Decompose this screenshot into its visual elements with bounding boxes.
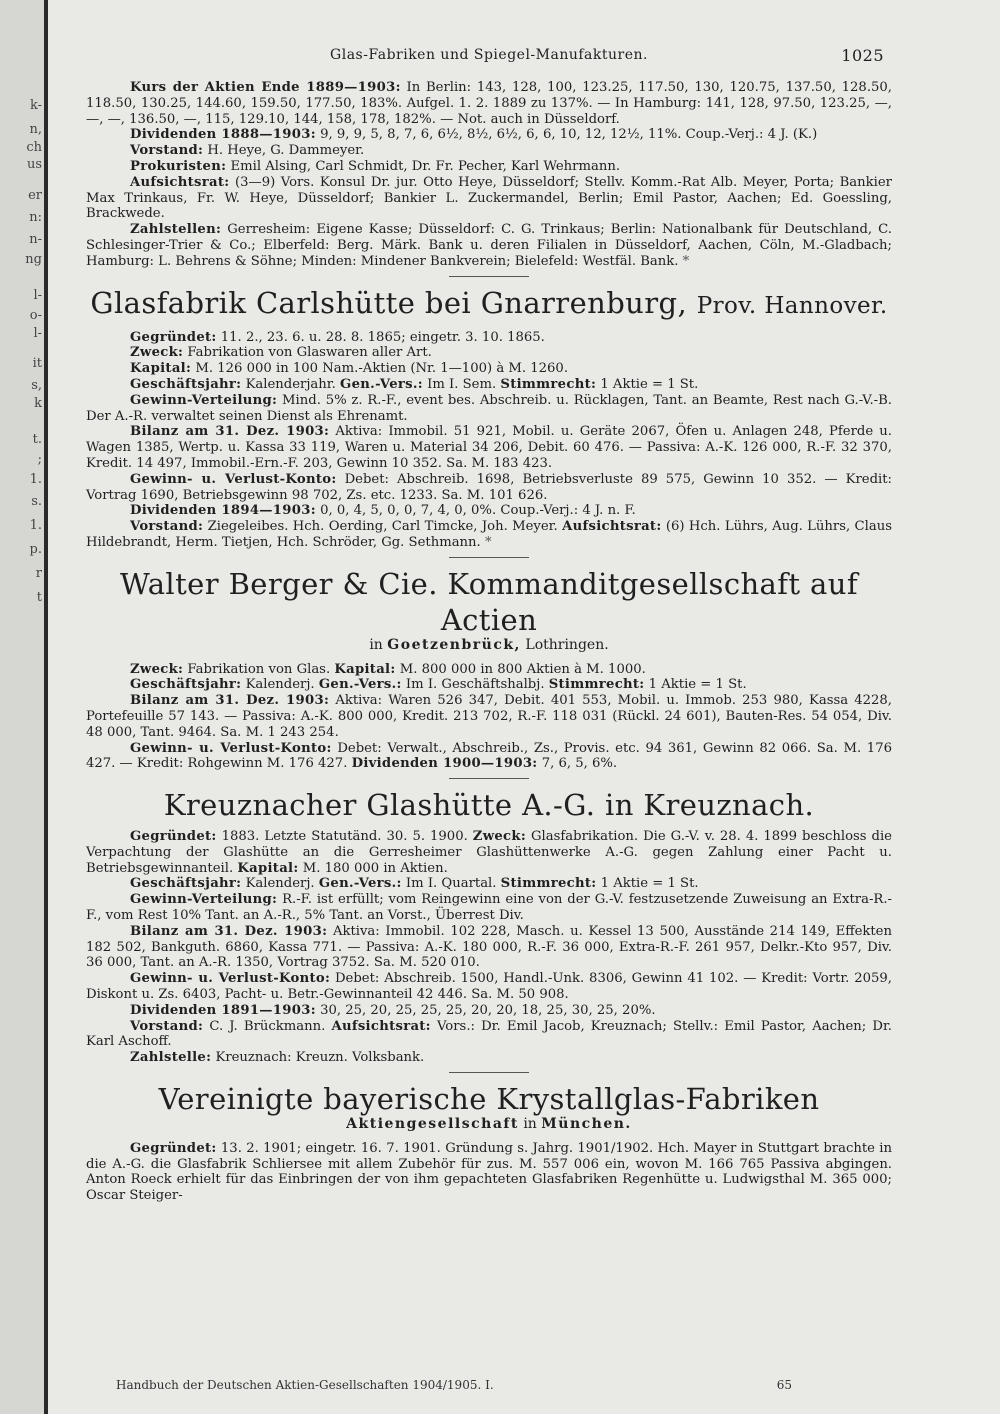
text-dividenden: 7, 6, 5, 6%.	[541, 756, 618, 772]
entry-vorstand	[86, 143, 892, 159]
text-dividenden: 0, 0, 4, 5, 0, 0, 7, 4, 0, 0%. Coup.-Verj.: 4 J. n. F.	[320, 503, 636, 519]
text-zahlstellen: Gerresheim: Eigene Kasse; Düsseldorf: C. G. Trinkaus; Berlin: Nationalbank für Deutschland, C. Schlesinger-Trier & Co.; Elberfeld: Berg. Märk. Bank u. deren Filialen in Düsseldorf, Aachen, Cöln, M.-Gladbach; Hamburg: L. Behrens & Söhne; Minden: Mindener Bankverein; Bielefeld: Westfäl. Bank.	[86, 222, 892, 269]
entry-guv	[86, 472, 892, 504]
label-bilanz: Bilanz am 31. Dez. 1903:	[130, 693, 330, 709]
text-bilanz: Aktiva: Waren 526 347, Debit. 401 553, Mobil. u. Immob. 253 980, Kassa 4228, Portefeuille 57 143. — Passiva: A.-K. 800 000, Kredit. 213 702, R.-F. 118 031 (Rückl. 24 601), Bauten-Res. 54 054, Div. 48 000, Tant. 9464. Sa. M. 1 243 254.	[86, 693, 892, 740]
subtitle-prefix: in	[369, 636, 383, 653]
company-title: Vereinigte bayerische Krystallglas-Fabriken	[158, 1082, 820, 1117]
text-aufsichtsrat: (3—9) Vors. Konsul Dr. jur. Otto Heye, Düsseldorf; Stellv. Komm.-Rat Alb. Meyer, Porta; Bankier Max Trinkaus, Fr. W. Heye, Düsseldorf; Bankier L. Zuckermandel, Berlin; Emil Pastor, Aachen; Ed. Goessling, Brackwede.	[86, 174, 892, 222]
end-mark: *	[682, 253, 690, 269]
divider	[449, 1072, 529, 1073]
label-aufsichtsrat: Aufsichtsrat:	[562, 519, 662, 535]
document-page	[86, 48, 892, 1210]
text-genvers: Im I. Quartal.	[405, 876, 497, 892]
text-vorstand: H. Heye, G. Dammeyer.	[207, 143, 365, 159]
label-stimmrecht: Stimmrecht:	[548, 677, 645, 693]
text-bilanz: Aktiva: Immobil. 102 228, Masch. u. Kessel 13 500, Ausstände 214 149, Effekten 182 502, Bankguth. 6860, Kassa 771. — Passiva: A.-K. 180 000, R.-F. 36 000, Extra-R.-F. 261 957, Delkr.-Kto 957, Div. 36 000, Tant. an A.-R. 1350, Vortrag 3752. Sa. M. 520 010.	[86, 923, 892, 971]
margin-fragment: p.	[29, 542, 42, 557]
margin-fragment: 1.	[29, 472, 42, 487]
entry-gewinn-verteilung	[86, 393, 892, 425]
company-title	[86, 285, 892, 324]
entry-guv	[86, 741, 892, 773]
entry-dividenden	[86, 503, 892, 519]
entry-zweck	[86, 662, 892, 678]
label-genvers: Gen.-Vers.:	[318, 876, 402, 892]
entry-bilanz	[86, 693, 892, 740]
entry-zahlstellen	[86, 222, 892, 269]
text-gegruendet: 11. 2., 23. 6. u. 28. 8. 1865; eingetr. 3. 10. 1865.	[220, 329, 545, 345]
section-carlshuette	[86, 285, 892, 551]
text-dividenden: 9, 9, 9, 5, 8, 7, 6, 6½, 8½, 6½, 6, 6, 10, 12, 12½, 11%. Coup.-Verj.: 4 J. (K.)	[320, 127, 818, 143]
subtitle-main: Aktiengesellschaft	[346, 1116, 519, 1133]
label-aufsichtsrat: Aufsichtsrat:	[331, 1018, 431, 1034]
text-zweck: Fabrikation von Glaswaren aller Art.	[187, 345, 432, 361]
entry-kurs	[86, 80, 892, 127]
text-guv: Debet: Verwalt., Abschreib., Zs., Provis. etc. 94 361, Gewinn 82 066. Sa. M. 176 427. — Kredit: Rohgewinn M. 176 427.	[86, 740, 892, 772]
margin-fragment: k-	[29, 98, 42, 113]
entry-gegruendet	[86, 829, 892, 876]
text-bilanz: Aktiva: Immobil. 51 921, Mobil. u. Geräte 2067, Öfen u. Anlagen 248, Pferde u. Wagen 1385, Wertp. u. Kassa 33 119, Waren u. Material 34 206, Debit. 60 476. — Passiva: A.-K. 126 000, R.-F. 32 370, Kredit. 14 497, Immobil.-Ern.-F. 203, Gewinn 10 352. Sa. M. 183 423.	[86, 424, 892, 471]
entry-gegruendet	[86, 1141, 892, 1204]
entry-gegruendet	[86, 330, 892, 346]
entry-gewinn-verteilung	[86, 892, 892, 924]
text-vorstand: Ziegeleibes. Hch. Oerding, Carl Timcke, Joh. Meyer.	[207, 519, 558, 535]
text-aufsichtsrat: Vors.: Dr. Emil Jacob, Kreuznach; Stellv.: Emil Pastor, Aachen; Dr. Karl Aschoff.	[86, 1018, 892, 1050]
margin-fragment: n:	[29, 210, 42, 225]
margin-fragment: us	[26, 157, 42, 172]
label-zweck: Zweck:	[130, 661, 184, 677]
margin-fragment: t	[36, 590, 42, 605]
entry-bilanz	[86, 924, 892, 971]
section-walter-berger	[86, 566, 892, 772]
label-stimmrecht: Stimmrecht:	[500, 876, 597, 892]
margin-fragment: 1.	[29, 518, 42, 533]
entry-bilanz	[86, 424, 892, 471]
text-guv: Debet: Abschreib. 1500, Handl.-Unk. 8306, Gewinn 41 102. — Kredit: Vortr. 2059, Diskont u. Zs. 6403, Pacht- u. Betr.-Gewinnanteil 42 446. Sa. M. 50 908.	[86, 971, 892, 1003]
label-vorstand: Vorstand:	[130, 143, 204, 159]
label-geschaeftsjahr: Geschäftsjahr:	[130, 677, 242, 693]
divider	[449, 276, 529, 277]
entry-dividenden	[86, 1003, 892, 1019]
company-title: Kreuznacher Glashütte A.-G. in Kreuznach.	[163, 788, 815, 823]
label-prokuristen: Prokuristen:	[130, 158, 227, 174]
margin-fragment: it	[32, 356, 42, 371]
text-kapital: M. 126 000 in 100 Nam.-Aktien (Nr. 1—100) à M. 1260.	[195, 361, 569, 377]
company-subtitle	[86, 1117, 892, 1133]
company-region: Prov. Hannover.	[696, 292, 888, 319]
margin-fragment: n,	[29, 122, 42, 137]
section-kreuznacher-glashuette	[86, 787, 892, 1066]
margin-fragment: s.	[31, 494, 42, 509]
label-zweck: Zweck:	[472, 829, 526, 845]
label-gegruendet: Gegründet:	[130, 329, 217, 345]
label-kurs: Kurs der Aktien Ende 1889—1903:	[130, 80, 401, 95]
subtitle-region: Lothringen.	[525, 636, 609, 653]
entry-guv	[86, 971, 892, 1003]
margin-fragment: ng	[25, 252, 42, 267]
company-title: Walter Berger & Cie. Kommanditgesellschaft auf Actien	[120, 566, 858, 637]
margin-fragment: r	[35, 566, 42, 581]
text-aufsichtsrat: (6) Hch. Lührs, Aug. Lührs, Claus Hildebrandt, Herm. Tietjen, Hch. Schröder, Gg. Sethmann.	[86, 519, 892, 550]
entry-vorstand	[86, 519, 892, 551]
margin-fragment: k	[34, 396, 42, 411]
subtitle-location: München.	[541, 1116, 632, 1133]
text-dividenden: 30, 25, 20, 25, 25, 25, 20, 20, 18, 25, 30, 25, 20%.	[320, 1002, 656, 1018]
margin-fragment: l-	[33, 326, 42, 341]
entry-aufsichtsrat	[86, 175, 892, 222]
margin-fragment: ch	[26, 140, 42, 155]
label-gewinn-verteilung: Gewinn-Verteilung:	[130, 892, 278, 908]
text-stimmrecht: 1 Aktie = 1 St.	[648, 677, 747, 693]
text-vorstand: C. J. Brückmann.	[209, 1018, 326, 1034]
label-guv: Gewinn- u. Verlust-Konto:	[130, 740, 332, 756]
text-kurs: In Berlin: 143, 128, 100, 123.25, 117.50, 130, 120.75, 137.50, 128.50, 118.50, 130.25, 144.60, 159.50, 177.50, 183%. Aufgel. 1. 2. 1889 zu 137%. — In Hamburg: 141, 128, 97.50, 123.25, —, —, —, 136.50, —, 115, 129.10, 144, 158, 178, 182%. — Not. auch in Düsseldorf.	[86, 80, 892, 127]
entry-vorstand	[86, 1019, 892, 1051]
label-kapital: Kapital:	[237, 860, 299, 876]
subtitle-in: in	[523, 1116, 537, 1133]
text-zweck: Fabrikation von Glas.	[187, 661, 331, 677]
label-vorstand: Vorstand:	[130, 519, 204, 535]
label-zahlstelle: Zahlstelle:	[130, 1050, 212, 1066]
footer-sheet-number: 65	[776, 1378, 792, 1392]
text-stimmrecht: 1 Aktie = 1 St.	[600, 376, 699, 392]
margin-fragment: n-	[29, 232, 42, 247]
text-gegruendet: 13. 2. 1901; eingetr. 16. 7. 1901. Gründung s. Jahrg. 1901/1902. Hch. Mayer in Stuttgart brachte in die A.-G. die Glasfabrik Schliersee mit allem Zubehör für zus. M. 557 006 ein, wovon M. 166 765 Passiva abgingen. Anton Roeck erhielt für das Einbringen der von ihm gepachteten Glasfabriken Regenhütte u. Ludwigsthal M. 365 000; Oscar Steiger-	[86, 1140, 892, 1204]
subtitle-location: Goetzenbrück,	[387, 636, 521, 653]
label-geschaeftsjahr: Geschäftsjahr:	[130, 376, 242, 392]
label-kapital: Kapital:	[334, 661, 396, 677]
section-krystallglas	[86, 1081, 892, 1204]
label-gegruendet: Gegründet:	[130, 1140, 217, 1156]
text-gegruendet: 1883. Letzte Statutänd. 30. 5. 1900.	[221, 829, 468, 845]
margin-fragment: t.	[32, 432, 42, 447]
running-title: Glas-Fabriken und Spiegel-Manufakturen.	[330, 47, 648, 63]
entry-geschaeftsjahr	[86, 377, 892, 393]
text-stimmrecht: 1 Aktie = 1 St.	[600, 876, 699, 892]
section-continuation	[86, 80, 892, 270]
text-geschaeftsjahr: Kalenderjahr.	[245, 376, 336, 392]
label-dividenden: Dividenden 1891—1903:	[130, 1002, 316, 1018]
label-gegruendet: Gegründet:	[130, 829, 217, 845]
label-geschaeftsjahr: Geschäftsjahr:	[130, 876, 242, 892]
label-dividenden: Dividenden 1894—1903:	[130, 503, 316, 519]
entry-kapital	[86, 361, 892, 377]
text-guv: Debet: Abschreib. 1698, Betriebsverluste 89 575, Gewinn 10 352. — Kredit: Vortrag 1690, Betriebsgewinn 98 702, Zs. etc. 1233. Sa. M. 101 626.	[86, 471, 892, 503]
text-zweck: Glasfabrikation. Die G.-V. v. 28. 4. 1899 beschloss die Verpachtung der Glashütte an die Gerresheimer Glashüttenwerke A.-G. gegen Zahlung einer Pacht u. Betriebsgewinnanteil.	[86, 829, 892, 876]
text-geschaeftsjahr: Kalenderj.	[245, 677, 315, 693]
divider	[449, 557, 529, 558]
running-header	[86, 48, 892, 74]
label-dividenden: Dividenden 1888—1903:	[130, 127, 316, 143]
text-kapital: M. 180 000 in Aktien.	[302, 860, 448, 876]
margin-fragment: l-	[33, 288, 42, 303]
divider	[449, 778, 529, 779]
left-page-edge	[0, 0, 48, 1414]
text-genvers: Im I. Sem.	[427, 376, 497, 392]
margin-fragment: o-	[29, 308, 42, 323]
text-genvers: Im I. Geschäftshalbj.	[405, 677, 545, 693]
text-kapital: M. 800 000 in 800 Aktien à M. 1000.	[399, 661, 646, 677]
entry-prokuristen	[86, 159, 892, 175]
company-subtitle	[86, 638, 892, 654]
label-guv: Gewinn- u. Verlust-Konto:	[130, 471, 337, 487]
label-zweck: Zweck:	[130, 345, 184, 361]
entry-geschaeftsjahr	[86, 876, 892, 892]
margin-fragment: s,	[31, 378, 42, 393]
margin-fragment: ;	[37, 452, 42, 467]
company-name: Glasfabrik Carlshütte bei Gnarrenburg,	[90, 285, 688, 320]
label-genvers: Gen.-Vers.:	[340, 376, 423, 392]
text-gewinn-verteilung: Mind. 5% z. R.-F., event bes. Abschreib. u. Rücklagen, Tant. an Beamte, Rest nach G.-V.-B. Der A.-R. verwaltet seinen Dienst als Ehrenamt.	[86, 392, 892, 424]
label-dividenden: Dividenden 1900—1903:	[351, 756, 538, 772]
label-genvers: Gen.-Vers.:	[318, 677, 402, 693]
label-guv: Gewinn- u. Verlust-Konto:	[130, 971, 331, 987]
label-bilanz: Bilanz am 31. Dez. 1903:	[130, 424, 330, 440]
text-gewinn-verteilung: R.-F. ist erfüllt; vom Reingewinn eine von der G.-V. festzusetzende Zuweisung an Extra-R.-F., vom Rest 10% Tant. an A.-R., 5% Tant. an Vorst., Überrest Div.	[86, 892, 892, 924]
page-number: 1025	[841, 46, 884, 65]
footer-title: Handbuch der Deutschen Aktien-Gesellschaften 1904/1905. I.	[116, 1378, 494, 1392]
label-zahlstellen: Zahlstellen:	[130, 222, 222, 238]
label-bilanz: Bilanz am 31. Dez. 1903:	[130, 923, 328, 939]
end-mark: *	[484, 534, 492, 550]
label-gewinn-verteilung: Gewinn-Verteilung:	[130, 392, 278, 408]
text-prokuristen: Emil Alsing, Carl Schmidt, Dr. Fr. Pecher, Karl Wehrmann.	[230, 158, 621, 174]
text-geschaeftsjahr: Kalenderj.	[245, 876, 315, 892]
entry-zahlstelle	[86, 1050, 892, 1066]
label-aufsichtsrat: Aufsichtsrat:	[130, 174, 230, 190]
text-zahlstelle: Kreuznach: Kreuzn. Volksbank.	[215, 1050, 425, 1066]
entry-dividenden	[86, 127, 892, 143]
label-kapital: Kapital:	[130, 361, 192, 377]
margin-fragment: er	[28, 188, 42, 203]
label-stimmrecht: Stimmrecht:	[500, 376, 597, 392]
label-vorstand: Vorstand:	[130, 1018, 204, 1034]
entry-geschaeftsjahr	[86, 677, 892, 693]
entry-zweck	[86, 345, 892, 361]
